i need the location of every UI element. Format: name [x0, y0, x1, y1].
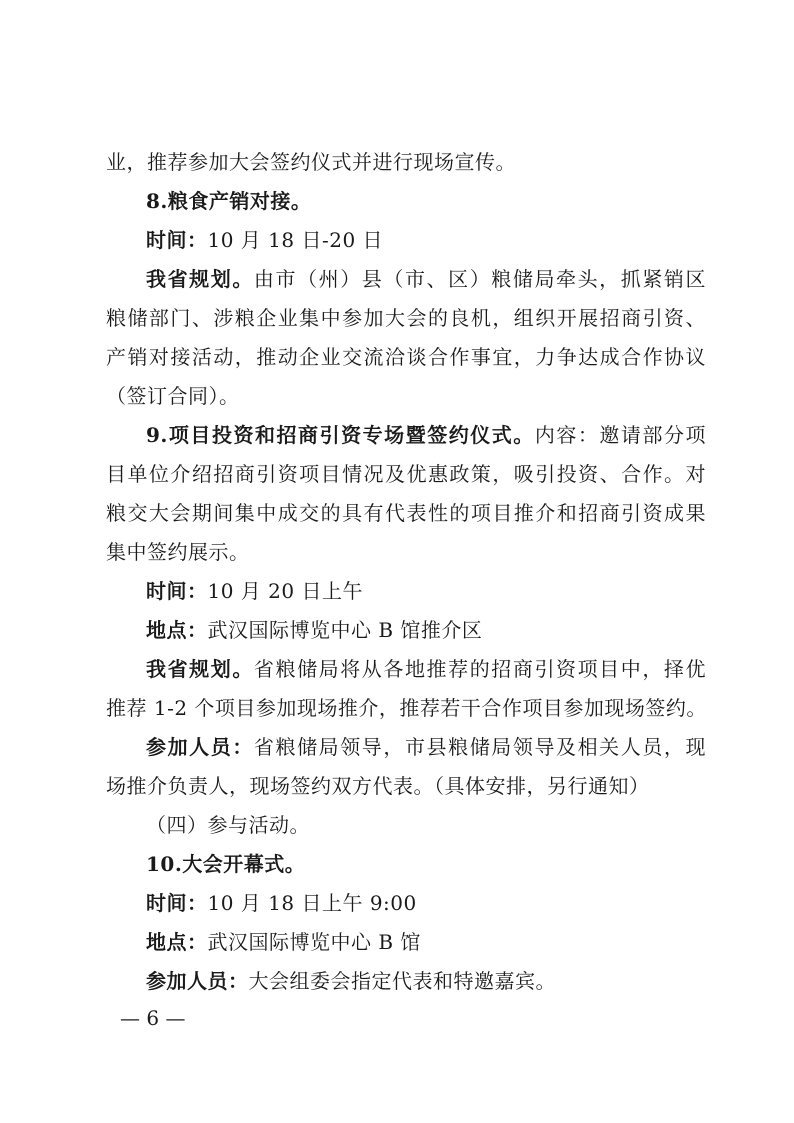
text-run: 集中签约展示。	[106, 540, 250, 564]
text-run: 目单位介绍招商引资项目情况及优惠政策，吸引投资、合作。对	[106, 462, 706, 486]
text-run: 武汉国际博览中心 B 馆	[207, 930, 421, 954]
text-line	[106, 772, 706, 800]
text-run: 10 月 18 日上午 9:00	[207, 891, 417, 915]
text-line	[146, 577, 706, 605]
bold-heading: 我省规划。	[146, 657, 254, 681]
text-run: 大会组委会指定代表和特邀嘉宾。	[248, 969, 556, 993]
text-run: 武汉国际博览中心 B 馆推介区	[207, 618, 483, 642]
text-run: 10 月 20 日上午	[207, 579, 363, 603]
text-line	[146, 928, 706, 956]
text-line	[146, 265, 706, 293]
text-line	[146, 616, 706, 644]
text-line	[106, 148, 706, 176]
text-run: 省粮储局将从各地推荐的招商引资项目中，择优	[253, 657, 707, 681]
text-run: 粮交大会期间集中成交的具有代表性的项目推介和招商引资成果	[106, 501, 706, 525]
bold-heading: 参加人员：	[146, 969, 249, 993]
text-line	[146, 421, 706, 449]
text-line	[146, 733, 706, 761]
bold-heading: 时间：	[146, 228, 208, 252]
text-line	[106, 499, 706, 527]
text-run: 场推介负责人，现场签约双方代表。（具体安排，另行通知）	[106, 774, 650, 798]
bold-heading: 参加人员：	[146, 735, 254, 759]
bold-heading: 时间：	[146, 891, 208, 915]
text-line	[146, 226, 706, 254]
text-run: （签订合同）。	[106, 384, 240, 408]
text-line	[146, 655, 706, 683]
text-run: 内容：邀请部分项	[534, 423, 706, 447]
text-line	[106, 460, 706, 488]
bold-heading: 时间：	[146, 579, 208, 603]
text-line	[106, 694, 706, 722]
bold-heading: 8.粮食产销对接。	[146, 189, 312, 213]
bold-heading: 地点：	[146, 930, 208, 954]
text-run: 产销对接活动，推动企业交流洽谈合作事宜，力争达成合作协议	[106, 345, 706, 369]
text-line	[106, 304, 706, 332]
text-run: 省粮储局领导，市县粮储局领导及相关人员，现	[253, 735, 707, 759]
text-run: 10 月 18 日-20 日	[207, 228, 384, 252]
text-line	[146, 889, 706, 917]
page-number: — 6 —	[120, 1006, 186, 1030]
bold-heading: 10.大会开幕式。	[146, 852, 306, 876]
text-line	[146, 850, 706, 878]
text-run: 由市（州）县（市、区）粮储局牵头，抓紧销区	[253, 267, 707, 291]
text-run: 粮储部门、涉粮企业集中参加大会的良机，组织开展招商引资、	[106, 306, 706, 330]
text-line	[106, 343, 706, 371]
text-line	[146, 967, 706, 995]
text-run: 业，推荐参加大会签约仪式并进行现场宣传。	[106, 150, 516, 174]
text-run: 推荐 1-2 个项目参加现场推介，推荐若干合作项目参加现场签约。	[106, 696, 707, 720]
text-line	[146, 187, 706, 215]
text-line	[106, 382, 706, 410]
bold-heading: 9.项目投资和招商引资专场暨签约仪式。	[146, 423, 535, 447]
text-line	[146, 811, 706, 839]
text-line	[106, 538, 706, 566]
text-run: （四）参与活动。	[146, 813, 310, 837]
bold-heading: 地点：	[146, 618, 208, 642]
bold-heading: 我省规划。	[146, 267, 254, 291]
